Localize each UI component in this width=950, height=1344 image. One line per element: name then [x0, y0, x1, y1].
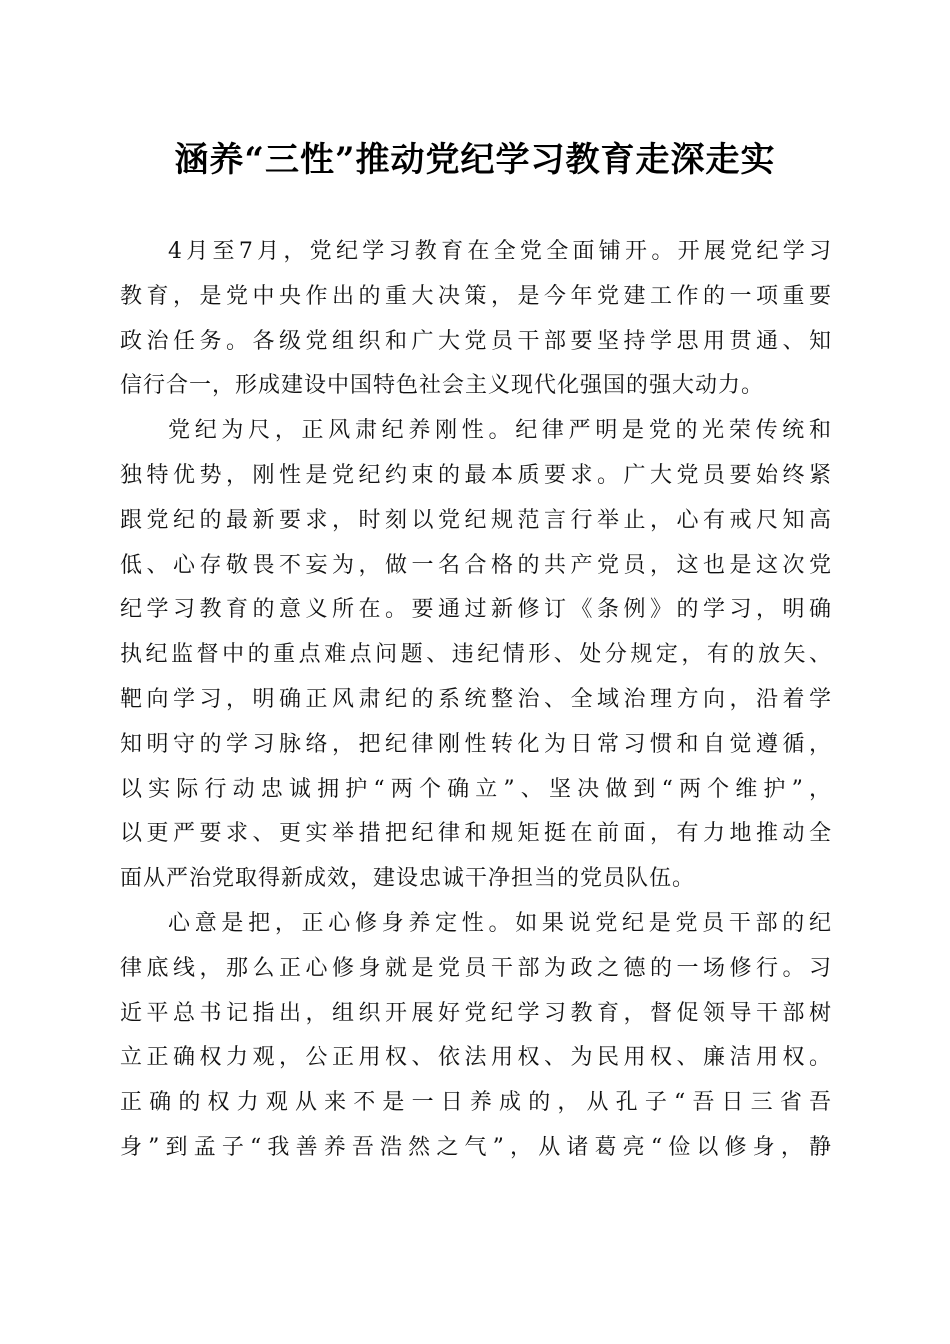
- paragraph-2-line-11: 面从严治党取得新成效，建设忠诚干净担当的党员队伍。: [120, 866, 696, 892]
- paragraph-1-line-1: 4月至7月，党纪学习教育在全党全面铺开。开展党纪学习: [168, 239, 832, 264]
- paragraph-3-line-5: 正确的权力观从来不是一日养成的，从孔子“吾日三省吾: [120, 1090, 832, 1116]
- paragraph-1-line-2: 教育，是党中央作出的重大决策，是今年党建工作的一项重要: [120, 283, 832, 309]
- paragraph-2-line-8: 知明守的学习脉络，把纪律刚性转化为日常习惯和自觉遵循，: [120, 731, 832, 757]
- paragraph-2-line-5: 纪学习教育的意义所在。要通过新修订《条例》的学习，明确: [120, 597, 832, 623]
- paragraph-3-line-4: 立正确权力观，公正用权、依法用权、为民用权、廉洁用权。: [120, 1045, 832, 1071]
- paragraph-3-line-1: 心意是把，正心修身养定性。如果说党纪是党员干部的纪: [168, 910, 832, 936]
- paragraph-1-line-3: 政治任务。各级党组织和广大党员干部要坚持学思用贯通、知: [120, 328, 832, 354]
- article-body: [120, 230, 832, 1171]
- paragraph-2-line-6: 执纪监督中的重点难点问题、违纪情形、处分规定，有的放矢、: [120, 642, 832, 668]
- paragraph-2-line-1: 党纪为尺，正风肃纪养刚性。纪律严明是党的光荣传统和: [168, 418, 832, 444]
- paragraph-1-line-4: 信行合一，形成建设中国特色社会主义现代化强国的强大动力。: [120, 373, 765, 399]
- paragraph-2-line-4: 低、心存敬畏不妄为，做一名合格的共产党员，这也是这次党: [120, 552, 832, 578]
- paragraph-2-line-10: 以更严要求、更实举措把纪律和规矩挺在前面，有力地推动全: [120, 821, 832, 847]
- paragraph-2-line-7: 靶向学习，明确正风肃纪的系统整治、全域治理方向，沿着学: [120, 686, 832, 712]
- paragraph-3-line-6: 身”到孟子“我善养吾浩然之气”，从诸葛亮“俭以修身，静: [120, 1134, 832, 1160]
- page-title: 涵养“三性”推动党纪学习教育走深走实: [174, 140, 776, 180]
- paragraph-2-line-9: 以实际行动忠诚拥护“两个确立”、坚决做到“两个维护”，: [120, 776, 832, 802]
- paragraph-2-line-3: 跟党纪的最新要求，时刻以党纪规范言行举止，心有戒尺知高: [120, 507, 832, 533]
- paragraph-2-line-2: 独特优势，刚性是党纪约束的最本质要求。广大党员要始终紧: [120, 462, 832, 488]
- paragraph-3-line-3: 近平总书记指出，组织开展好党纪学习教育，督促领导干部树: [120, 1000, 832, 1026]
- paragraph-3-line-2: 律底线，那么正心修身就是党员干部为政之德的一场修行。习: [120, 955, 832, 981]
